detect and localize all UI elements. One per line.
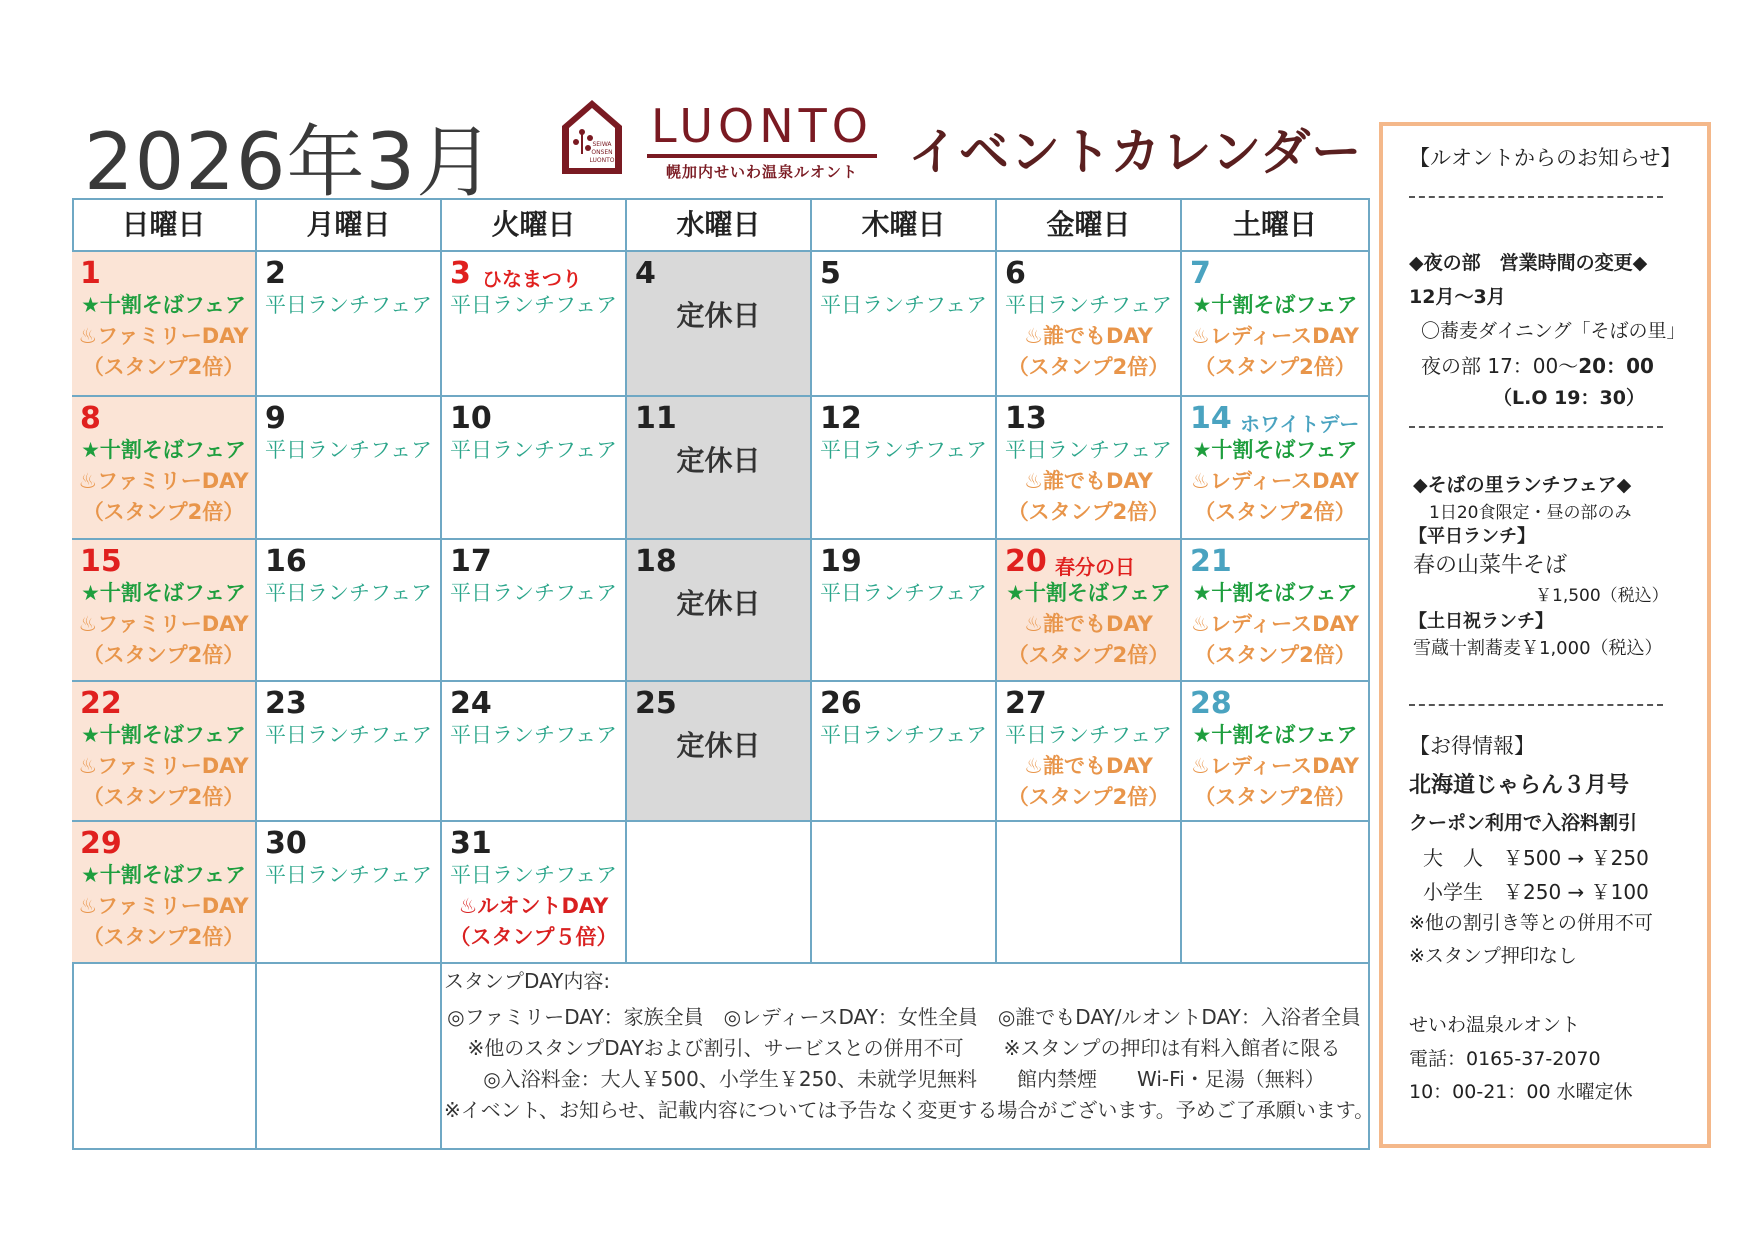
weekday-lunch-price: ￥1,500（税込）: [1535, 586, 1669, 606]
day-number: 20: [1005, 544, 1047, 579]
event-line: 平日ランチフェア: [450, 293, 617, 317]
deal-note-2: ※スタンプ押印なし: [1409, 945, 1577, 967]
day-number: 10: [450, 401, 492, 436]
event-line: （スタンプ2倍）: [1194, 785, 1356, 809]
event-list: [1182, 578, 1368, 671]
event-list: [442, 720, 625, 751]
event-list: [442, 290, 625, 321]
day-number: 9: [265, 401, 286, 436]
event-line: ★十割そばフェア: [1192, 438, 1358, 462]
holiday-tag: ひなまつり: [482, 267, 582, 291]
event-list: [812, 435, 995, 466]
closed-day-label: 定休日: [676, 729, 761, 762]
event-line: 平日ランチフェア: [1005, 723, 1172, 747]
day-cell: [72, 964, 257, 1150]
event-line: ★十割そばフェア: [81, 723, 246, 747]
weekday-header: 月曜日: [257, 198, 442, 252]
day-cell: [997, 822, 1182, 964]
day-number: 30: [265, 826, 307, 861]
day-number: 24: [450, 686, 492, 721]
day-cell: [1182, 682, 1370, 822]
event-line: 平日ランチフェア: [265, 723, 432, 747]
event-list: [257, 435, 440, 466]
day-number: 12: [820, 401, 862, 436]
event-line: ♨誰でもDAY: [1024, 469, 1153, 493]
weekday-header: 水曜日: [627, 198, 812, 252]
note-line: ◎入浴料金：大人￥500、小学生￥250、未就学児無料 館内禁煙 Wi-Fi・足湯（無料）: [483, 1067, 1325, 1091]
event-line: （スタンプ2倍）: [1007, 500, 1170, 524]
day-cell: [257, 540, 442, 682]
closed-day-label: 定休日: [676, 299, 761, 332]
weekday-lunch-dish: 春の山菜牛そば: [1413, 553, 1568, 578]
event-line: ♨レディースDAY: [1191, 754, 1359, 778]
day-cell: [442, 252, 627, 397]
night-last-order: （L.O 19：30）: [1493, 387, 1645, 409]
event-list: [72, 860, 255, 953]
event-line: （スタンプ2倍）: [1194, 500, 1356, 524]
day-number: 2: [265, 256, 286, 291]
day-number: 31: [450, 826, 492, 861]
day-number: 8: [80, 401, 101, 436]
event-line: ★十割そばフェア: [81, 293, 246, 317]
stamp-notes: [444, 966, 1375, 1126]
event-line: 平日ランチフェア: [265, 581, 432, 605]
weekday-lunch-label: 【平日ランチ】: [1409, 526, 1535, 547]
deal-heading: 【お得情報】: [1409, 734, 1535, 758]
holiday-tag: 春分の日: [1055, 555, 1135, 579]
day-cell: [257, 682, 442, 822]
event-list: [997, 435, 1180, 528]
day-number: 3: [450, 256, 471, 291]
day-cell: [997, 540, 1182, 682]
event-list: [72, 290, 255, 383]
event-line: ★十割そばフェア: [81, 581, 246, 605]
day-cell: [812, 682, 997, 822]
event-line: （スタンプ2倍）: [1007, 355, 1170, 379]
event-line: ♨誰でもDAY: [1024, 754, 1153, 778]
event-line: ♨誰でもDAY: [1024, 324, 1153, 348]
day-cell: [812, 822, 997, 964]
day-cell: [627, 397, 812, 540]
day-number: 5: [820, 256, 841, 291]
night-title: ◆夜の部 営業時間の変更◆: [1409, 252, 1648, 274]
weekday-header: 日曜日: [72, 198, 257, 252]
note-line: ◎ファミリーDAY：家族全員 ◎レディースDAY：女性全員 ◎誰でもDAY/ルオントDAY：入浴者全員: [447, 1005, 1361, 1029]
facility-hours: 10：00-21：00 水曜定休: [1409, 1081, 1633, 1103]
closed-day-label: 定休日: [676, 587, 761, 620]
day-number: 19: [820, 544, 862, 579]
day-cell: [1182, 397, 1370, 540]
event-line: ♨レディースDAY: [1191, 612, 1359, 636]
event-line: 平日ランチフェア: [820, 723, 987, 747]
closed-day-label: 定休日: [676, 444, 761, 477]
day-cell: [72, 252, 257, 397]
calendar: [72, 198, 1375, 1150]
facility-name: せいわ温泉ルオント: [1409, 1014, 1581, 1036]
day-cell: [72, 540, 257, 682]
day-cell: [997, 397, 1182, 540]
weekend-lunch-label: 【土日祝ランチ】: [1409, 611, 1553, 632]
note-line: スタンプDAY内容:: [444, 969, 611, 993]
event-line: ♨ファミリーDAY: [78, 469, 249, 493]
day-number: 23: [265, 686, 307, 721]
day-number: 14: [1190, 401, 1232, 436]
event-line: （スタンプ2倍）: [1007, 643, 1170, 667]
event-line: 平日ランチフェア: [450, 723, 617, 747]
facility-phone: 電話：0165-37-2070: [1409, 1048, 1601, 1070]
logo-badge-line-3: LUONTO: [589, 157, 615, 164]
day-cell: [442, 682, 627, 822]
day-number: 16: [265, 544, 307, 579]
day-number: 6: [1005, 256, 1026, 291]
day-number: 13: [1005, 401, 1047, 436]
lunch-title: ◆そばの里ランチフェア◆: [1413, 474, 1632, 496]
day-number: 15: [80, 544, 122, 579]
event-line: （スタンプ2倍）: [1194, 355, 1356, 379]
day-cell: [72, 397, 257, 540]
day-number: 29: [80, 826, 122, 861]
logo: [647, 100, 877, 182]
event-calendar-title: イベントカレンダー: [908, 123, 1363, 181]
day-cell: [627, 252, 812, 397]
day-number: 28: [1190, 686, 1232, 721]
event-list: [1182, 435, 1368, 528]
event-list: [1182, 290, 1368, 383]
deal-note-1: ※他の割引き等との併用不可: [1409, 912, 1653, 934]
deal-child-price: 小学生 ￥250 → ￥100: [1423, 880, 1649, 904]
day-cell: [257, 252, 442, 397]
event-line: ♨ファミリーDAY: [78, 612, 249, 636]
divider: [1409, 704, 1663, 706]
event-list: [812, 290, 995, 321]
weekend-lunch-dish: 雪蔵十割蕎麦￥1,000（税込）: [1413, 638, 1663, 659]
day-cell: [812, 540, 997, 682]
deal-magazine: 北海道じゃらん３月号: [1409, 773, 1630, 798]
divider: [1409, 196, 1663, 198]
event-list: [257, 860, 440, 891]
event-list: [997, 578, 1180, 671]
event-line: ★十割そばフェア: [1192, 581, 1358, 605]
event-list: [812, 720, 995, 751]
event-line: ★十割そばフェア: [1192, 293, 1358, 317]
event-line: 平日ランチフェア: [1005, 438, 1172, 462]
day-number: 1: [80, 256, 101, 291]
lunch-limit: 1日20食限定・昼の部のみ: [1429, 503, 1632, 523]
logo-name: LUONTO: [651, 99, 873, 153]
day-cell: [1182, 822, 1370, 964]
note-line: ※他のスタンプDAYおよび割引、サービスとの併用不可 ※スタンプの押印は有料入館者に限る: [467, 1036, 1341, 1060]
event-line: 平日ランチフェア: [820, 438, 987, 462]
day-number: 26: [820, 686, 862, 721]
day-number: 27: [1005, 686, 1047, 721]
day-number: 7: [1190, 256, 1211, 291]
event-line: （スタンプ2倍）: [1007, 785, 1170, 809]
event-list: [72, 720, 255, 813]
event-line: 平日ランチフェア: [1005, 293, 1172, 317]
event-line: 平日ランチフェア: [450, 863, 617, 887]
event-line: ♨ファミリーDAY: [78, 754, 249, 778]
event-line: （スタンプ５倍）: [449, 925, 618, 949]
event-line: （スタンプ2倍）: [82, 925, 245, 949]
event-line: ★十割そばフェア: [1192, 723, 1358, 747]
day-cell: [812, 252, 997, 397]
day-cell: [997, 252, 1182, 397]
deal-coupon: クーポン利用で入浴料割引: [1409, 812, 1638, 834]
event-list: [442, 435, 625, 466]
event-list: [1182, 720, 1368, 813]
event-line: 平日ランチフェア: [450, 581, 617, 605]
page-title: 2026年3月: [84, 118, 496, 208]
event-list: [442, 578, 625, 609]
event-list: [72, 578, 255, 671]
event-line: 平日ランチフェア: [265, 863, 432, 887]
event-line: ♨ファミリーDAY: [78, 894, 249, 918]
day-number: 18: [635, 544, 677, 579]
day-cell: [442, 822, 627, 964]
day-cell: [1182, 252, 1370, 397]
event-list: [257, 578, 440, 609]
event-line: ★十割そばフェア: [81, 438, 246, 462]
event-list: [997, 290, 1180, 383]
event-line: ♨ファミリーDAY: [78, 324, 249, 348]
logo-house-icon: [560, 98, 624, 176]
day-cell: [442, 397, 627, 540]
event-list: [257, 720, 440, 751]
event-line: 平日ランチフェア: [450, 438, 617, 462]
event-line: ♨レディースDAY: [1191, 324, 1359, 348]
event-list: [812, 578, 995, 609]
event-line: ♨誰でもDAY: [1024, 612, 1153, 636]
day-number: 17: [450, 544, 492, 579]
event-list: [442, 860, 625, 953]
event-line: 平日ランチフェア: [265, 293, 432, 317]
day-number: 22: [80, 686, 122, 721]
event-line: ♨レディースDAY: [1191, 469, 1359, 493]
weekday-header: 金曜日: [997, 198, 1182, 252]
logo-subtitle: 幌加内せいわ温泉ルオント: [665, 163, 858, 181]
weekday-header: 土曜日: [1182, 198, 1370, 252]
day-number: 25: [635, 686, 677, 721]
day-number: 11: [635, 401, 677, 436]
notice-sidebar: [1379, 122, 1711, 1148]
day-cell: [812, 397, 997, 540]
event-line: （スタンプ2倍）: [82, 500, 245, 524]
day-cell: [627, 822, 812, 964]
holiday-tag: ホワイトデー: [1240, 412, 1360, 436]
event-line: ♨ルオントDAY: [458, 894, 609, 918]
day-cell: [257, 822, 442, 964]
event-line: （スタンプ2倍）: [1194, 643, 1356, 667]
event-line: （スタンプ2倍）: [82, 785, 245, 809]
day-cell: [1182, 540, 1370, 682]
night-hours: [1421, 350, 1654, 379]
event-line: （スタンプ2倍）: [82, 643, 245, 667]
day-cell: [627, 540, 812, 682]
notes-cell: [442, 964, 1375, 1150]
day-cell: [997, 682, 1182, 822]
night-period: 12月～3月: [1409, 286, 1506, 308]
event-list: [257, 290, 440, 321]
event-line: （スタンプ2倍）: [82, 355, 245, 379]
logo-underline: [647, 154, 877, 158]
night-place: 〇蕎麦ダイニング「そばの里」: [1421, 320, 1686, 342]
event-line: 平日ランチフェア: [265, 438, 432, 462]
event-list: [997, 720, 1180, 813]
event-line: ★十割そばフェア: [1006, 581, 1171, 605]
weekday-header: 火曜日: [442, 198, 627, 252]
day-number: 4: [635, 256, 656, 291]
day-cell: [72, 682, 257, 822]
day-number: 21: [1190, 544, 1232, 579]
note-line: ※イベント、お知らせ、記載内容については予告なく変更する場合がございます。予めご了承願います。: [444, 1098, 1375, 1122]
event-line: ★十割そばフェア: [81, 863, 246, 887]
divider: [1409, 426, 1663, 428]
day-cell: [257, 397, 442, 540]
event-list: [72, 435, 255, 528]
weekday-header: 木曜日: [812, 198, 997, 252]
day-cell: [442, 540, 627, 682]
logo-badge-line-1: SEIWA: [592, 141, 612, 148]
sidebar-heading: 【ルオントからのお知らせ】: [1409, 146, 1682, 170]
day-cell: [257, 964, 442, 1150]
day-cell: [627, 682, 812, 822]
day-cell: [72, 822, 257, 964]
event-line: 平日ランチフェア: [820, 293, 987, 317]
night-hours-start: 夜の部 17：00～: [1421, 354, 1579, 378]
night-hours-end: 20：00: [1578, 354, 1654, 378]
deal-adult-price: 大 人 ￥500 → ￥250: [1423, 846, 1649, 870]
event-line: 平日ランチフェア: [820, 581, 987, 605]
logo-badge-line-2: ONSEN: [591, 149, 613, 156]
